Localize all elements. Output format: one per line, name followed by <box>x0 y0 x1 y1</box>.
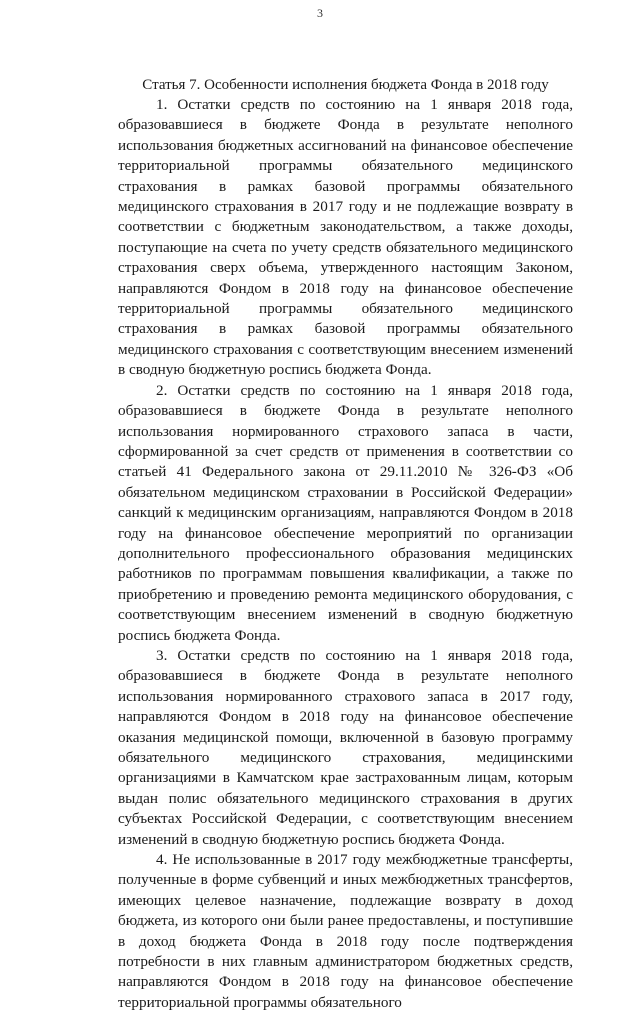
document-body <box>118 76 573 1013</box>
paragraph-2: 2. Остатки средств по состоянию на 1 января 2018 года, образовавшиеся в бюджете Фонда в результате неполного использования нормированного страхового запаса в части, сформированной за счет средств от применения в соответствии со статьей 41 Федерального закона от 29.11.2010 № 326-ФЗ «Об обязательном медицинском страховании в Российской Федерации» санкций к медицинским организациям, направляются Фондом в 2018 году на финансовое обеспечение мероприятий по организации дополнительного профессионального образования медицинских работников по программам повышения квалификации, а также по приобретению и проведению ремонта медицинского оборудования, с соответствующим внесением изменений в сводную бюджетную роспись бюджета Фонда. <box>118 381 573 644</box>
paragraph-1: 1. Остатки средств по состоянию на 1 января 2018 года, образовавшиеся в бюджете Фонда в результате неполного использования бюджетных ассигнований на финансовое обеспечение территориальной программы обязательного медицинского страхования в рамках базовой программы обязательного медицинского страхования в 2017 году и не подлежащие возврату в соответствии с бюджетным законодательством, а также доходы, поступающие на счета по учету средств обязательного медицинского страхования сверх объема, утвержденного настоящим Законом, направляются Фондом в 2018 году на финансовое обеспечение территориальной программы обязательного медицинского страхования в рамках базовой программы обязательного медицинского страхования с соответствующим внесением изменений в сводную бюджетную роспись бюджета Фонда. <box>118 96 573 379</box>
article-label: Статья 7. <box>142 77 201 93</box>
paragraph-4: 4. Не использованные в 2017 году межбюджетные трансферты, полученные в форме субвенций и иных межбюджетных трансфертов, имеющих целевое назначение, подлежащие возврату в доход бюджета, из которого они были ранее предоставлены, и поступившие в доход бюджета Фонда в 2018 году после подтверждения потребности в них главным администратором бюджетных средств, направляются Фондом в 2018 году на финансовое обеспечение территориальной программы обязательного <box>118 851 573 1011</box>
article-name: Особенности исполнения бюджета Фонда в 2018 году <box>204 77 549 93</box>
page-number: 3 <box>317 6 323 20</box>
paragraph-3: 3. Остатки средств по состоянию на 1 января 2018 года, образовавшиеся в бюджете Фонда в результате неполного использования нормированного страхового запаса в 2017 году, направляются Фондом в 2018 году на финансовое обеспечение оказания медицинской помощи, включенной в базовую программу обязательного медицинского страхования, медицинскими организациями в Камчатском крае застрахованным лицам, которым выдан полис обязательного медицинского страхования в других субъектах Российской Федерации, с соответствующим внесением изменений в сводную бюджетную роспись бюджета Фонда. <box>118 646 573 848</box>
article-heading <box>118 76 573 95</box>
